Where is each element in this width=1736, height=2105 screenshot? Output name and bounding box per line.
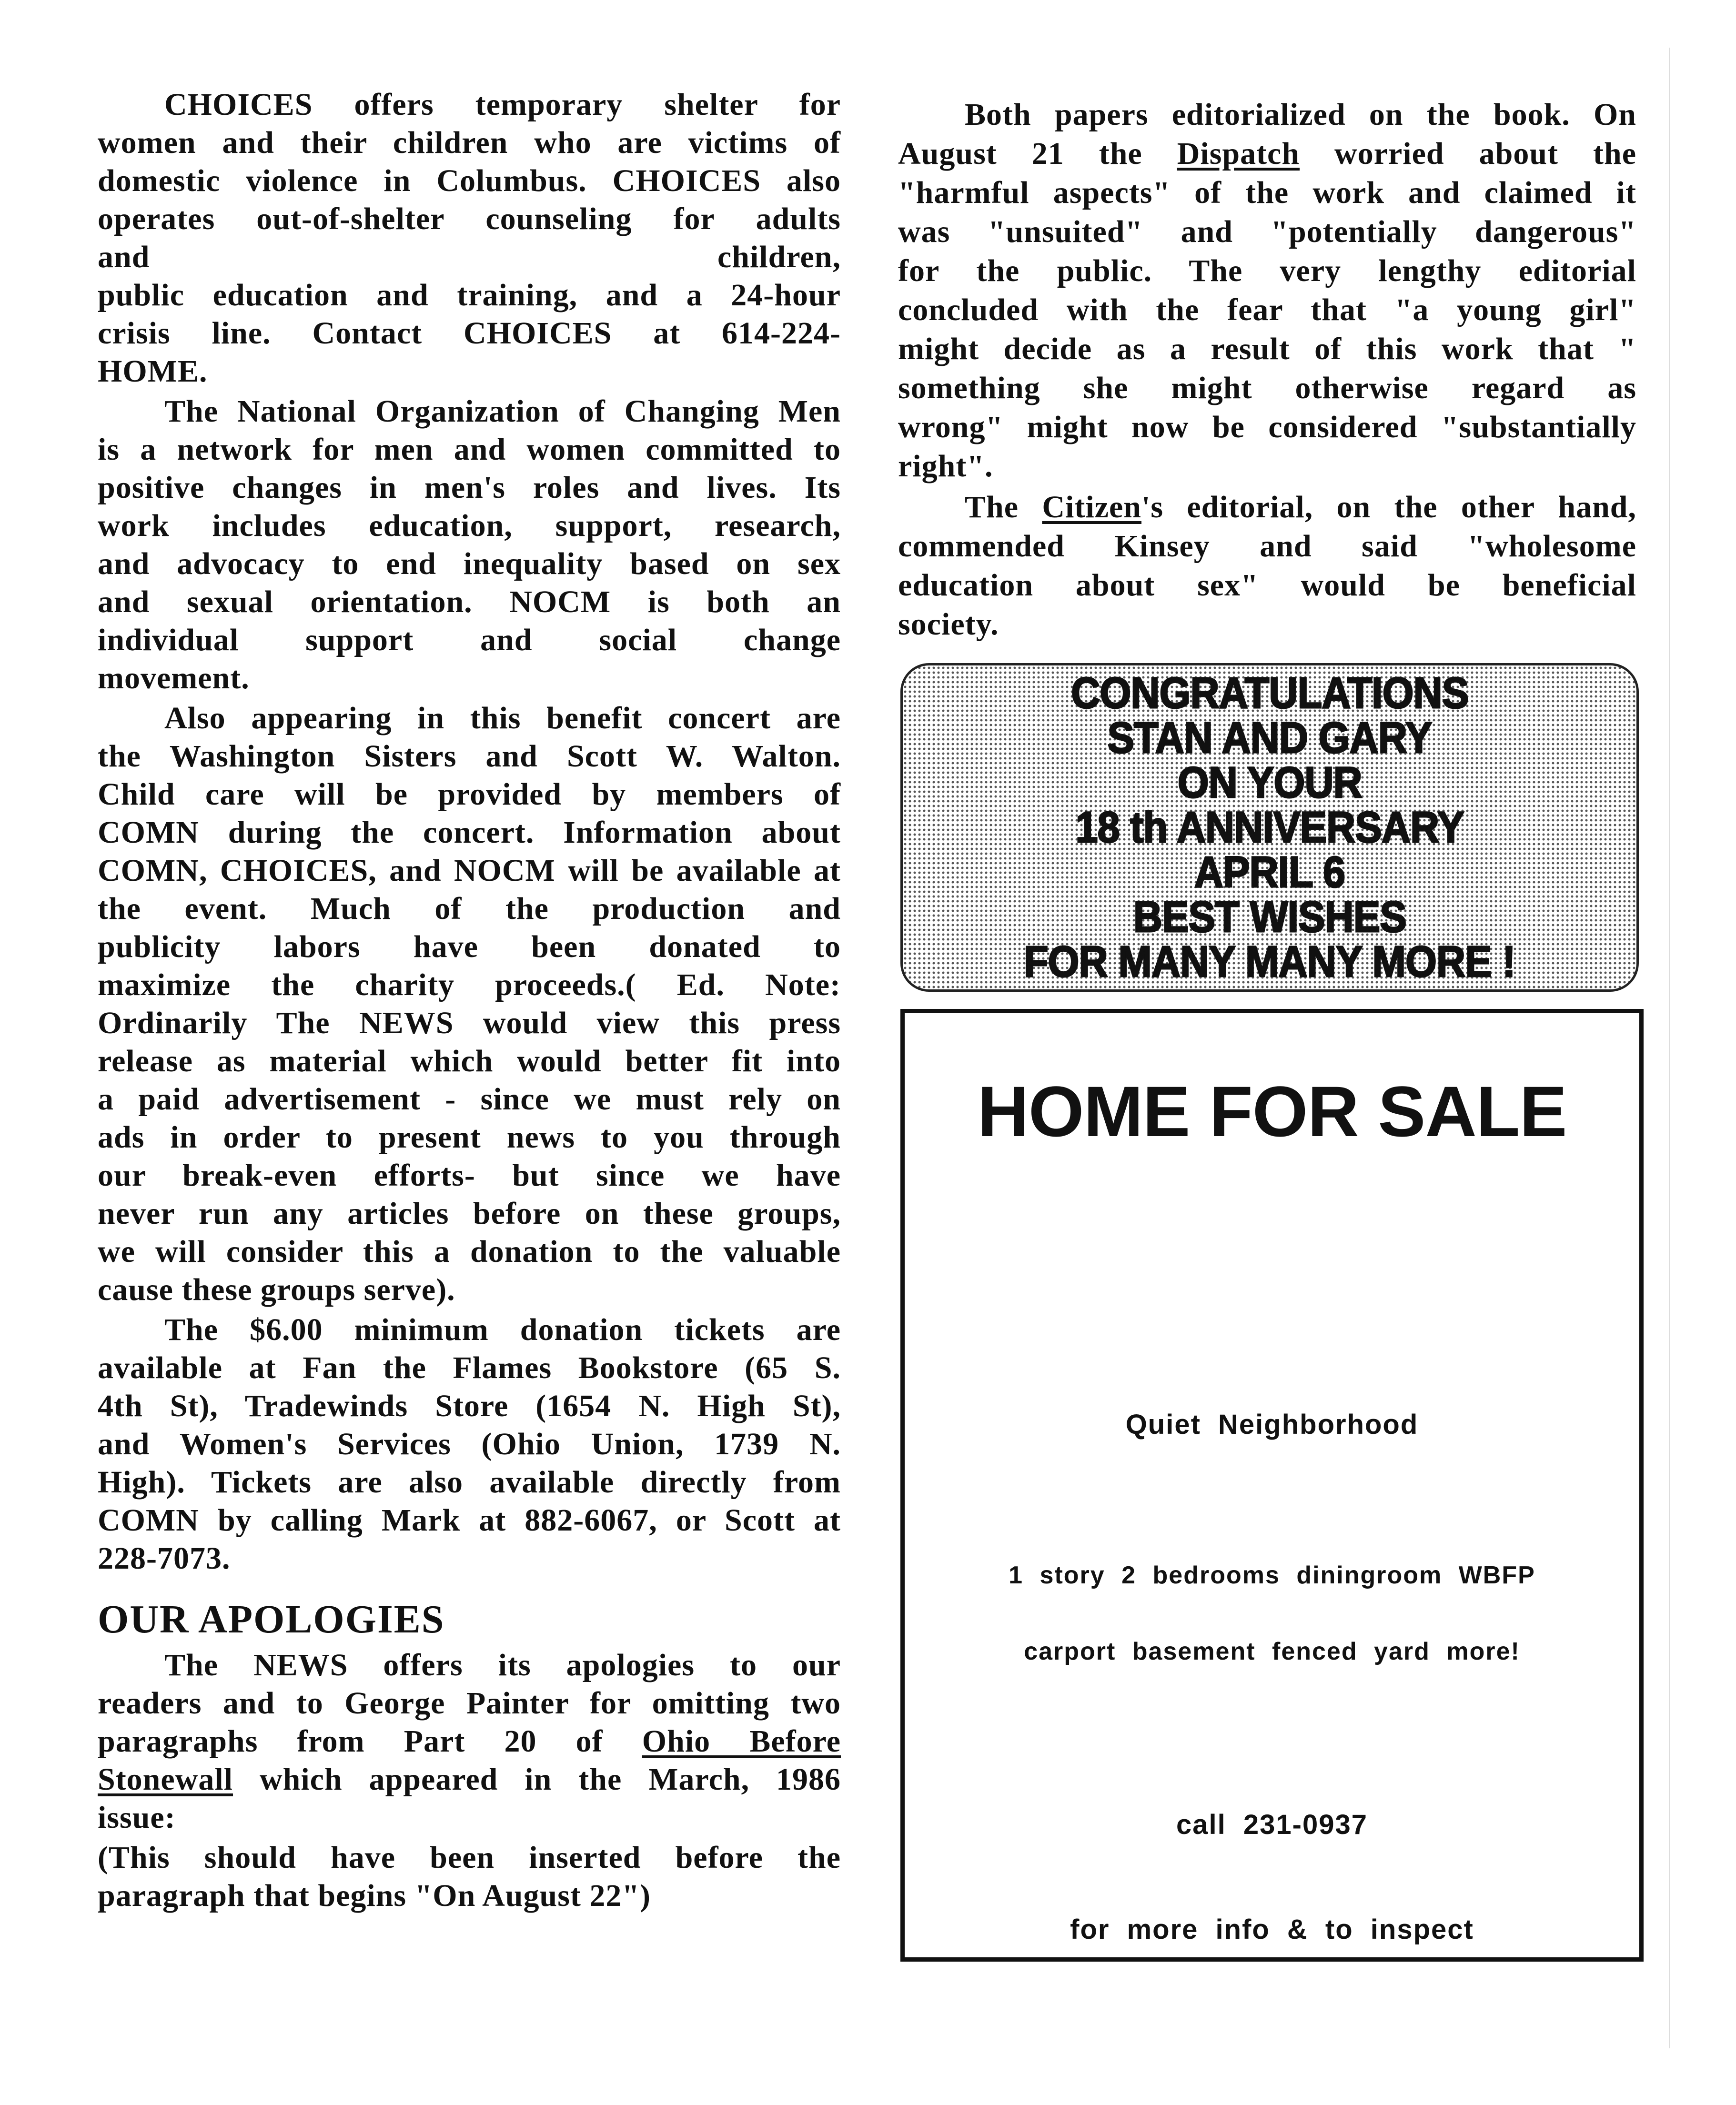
text-line: we will consider this a donation to the valuable: [98, 1234, 841, 1269]
text-line: never run any articles before on these groups,: [98, 1196, 841, 1231]
text-line: maximize the charity proceeds.( Ed. Note:: [98, 967, 841, 1002]
left-column: [98, 86, 841, 1917]
text-line: a paid advertisement - since we must rely on: [98, 1082, 841, 1117]
paragraph: [98, 1311, 841, 1578]
paragraph: [98, 699, 841, 1309]
sale-footer: for more info & to inspect: [1070, 1914, 1474, 1945]
text-line: operates out-of-shelter counseling for adults: [98, 201, 841, 236]
sale-features-2: carport basement fenced yard more!: [1024, 1638, 1520, 1665]
paragraph: [98, 1839, 841, 1915]
text-line: wrong" might now be considered "substantially: [898, 410, 1636, 444]
left-column-body: [98, 86, 841, 1578]
home-for-sale-ad: [900, 1009, 1644, 1962]
congrats-line: CONGRATULATIONS: [1070, 669, 1469, 717]
text-line: something she might otherwise regard as: [898, 371, 1636, 405]
text-line: CHOICES offers temporary shelter for: [164, 87, 841, 122]
paragraph: [898, 95, 1636, 486]
text-line: domestic violence in Columbus. CHOICES also: [98, 163, 841, 198]
text-line: individual support and social change: [98, 623, 841, 657]
text-line: The $6.00 minimum donation tickets are: [164, 1312, 841, 1347]
text-line: HOME.: [98, 354, 208, 389]
underlined-title: Citizen: [1042, 490, 1141, 524]
text-line: work includes education, support, research,: [98, 508, 841, 543]
text-segment: August 21 the: [898, 136, 1177, 171]
text-line: is a network for men and women committed to: [98, 432, 841, 467]
text-line: COMN, CHOICES, and NOCM will be available at: [98, 853, 841, 888]
text-line: society.: [898, 607, 999, 642]
text-segment: worried about the: [1300, 136, 1636, 171]
apologies-heading: OUR APOLOGIES: [98, 1597, 445, 1642]
text-line: COMN during the concert. Information about: [98, 815, 841, 850]
text-line: education about sex" would be beneficial: [898, 568, 1636, 603]
text-line: crisis line. Contact CHOICES at 614-224-: [98, 316, 841, 351]
text-line: High). Tickets are also available directly from: [98, 1465, 841, 1500]
congratulations-ad: [900, 663, 1639, 992]
text-line: (This should have been inserted before the: [98, 1840, 841, 1875]
text-line: issue:: [98, 1800, 176, 1835]
paragraph: [98, 1646, 841, 1837]
underlined-title: Dispatch: [1177, 136, 1300, 171]
text-line: Child care will be provided by members of: [98, 777, 841, 812]
text-line: and sexual orientation. NOCM is both an: [98, 584, 841, 619]
text-line: 4th St), Tradewinds Store (1654 N. High St),: [98, 1389, 841, 1423]
paragraph: [898, 488, 1636, 644]
congrats-line: FOR MANY MANY MORE !: [1024, 937, 1515, 986]
text-line: the event. Much of the production and: [98, 891, 841, 926]
text-line: public education and training, and a 24-hour: [98, 278, 841, 312]
congrats-line: STAN AND GARY: [1107, 714, 1432, 762]
text-line: our break-even efforts- but since we have: [98, 1158, 841, 1193]
congrats-line: APRIL 6: [1194, 848, 1345, 896]
text-line: [98, 1722, 841, 1761]
text-line: The National Organization of Changing Men: [164, 394, 841, 429]
text-line: publicity labors have been donated to: [98, 929, 841, 964]
text-line: and children,: [98, 240, 841, 274]
text-line: Also appearing in this benefit concert are: [164, 701, 841, 735]
text-line: women and their children who are victims of: [98, 125, 841, 160]
text-line: COMN by calling Mark at 882-6067, or Scott at: [98, 1503, 841, 1538]
underlined-title: Stonewall: [98, 1762, 233, 1797]
text-line: commended Kinsey and said "wholesome: [898, 529, 1636, 564]
underlined-title: Ohio Before: [642, 1724, 841, 1759]
text-line: [898, 134, 1636, 173]
text-line: 228-7073.: [98, 1541, 231, 1576]
text-segment: paragraphs from Part 20 of: [98, 1724, 642, 1759]
text-line: for the public. The very lengthy editorial: [898, 253, 1636, 288]
text-line: might decide as a result of this work that ": [898, 332, 1636, 366]
text-line: ads in order to present news to you through: [98, 1120, 841, 1155]
text-segment: which appeared in the March, 1986: [233, 1762, 841, 1797]
apologies-body: [98, 1646, 841, 1915]
sale-subtitle: Quiet Neighborhood: [1125, 1409, 1419, 1440]
text-line: right".: [898, 449, 993, 483]
right-column-body: [898, 95, 1636, 644]
text-line: Ordinarily The NEWS would view this press: [98, 1006, 841, 1040]
text-line: The NEWS offers its apologies to our: [164, 1648, 841, 1682]
paragraph: [98, 393, 841, 697]
text-line: release as material which would better fit into: [98, 1044, 841, 1078]
text-line: and Women's Services (Ohio Union, 1739 N.: [98, 1427, 841, 1461]
text-line: the Washington Sisters and Scott W. Walton.: [98, 739, 841, 774]
text-line: concluded with the fear that "a young girl": [898, 292, 1636, 327]
congrats-line: ON YOUR: [1177, 758, 1362, 807]
text-line: and advocacy to end inequality based on sex: [98, 546, 841, 581]
text-line: [98, 1761, 841, 1799]
text-line: positive changes in men's roles and lives. Its: [98, 470, 841, 505]
scan-edge-line: [1669, 48, 1670, 2048]
congrats-line: BEST WISHES: [1133, 893, 1406, 941]
text-line: [898, 488, 1636, 527]
paragraph: [98, 86, 841, 391]
right-column: [898, 95, 1636, 646]
text-line: was "unsuited" and "potentially dangerous": [898, 214, 1636, 249]
text-segment: 's editorial, on the other hand,: [1141, 490, 1636, 524]
text-segment: The: [965, 490, 1042, 524]
text-line: readers and to George Painter for omitting two: [98, 1686, 841, 1721]
text-line: movement.: [98, 661, 250, 695]
sale-features-1: 1 story 2 bedrooms diningroom WBFP: [1009, 1561, 1535, 1589]
sale-title: HOME FOR SALE: [977, 1071, 1567, 1151]
congrats-line: 18 th ANNIVERSARY: [1075, 803, 1464, 852]
text-line: paragraph that begins "On August 22"): [98, 1878, 651, 1913]
text-line: available at Fan the Flames Bookstore (65 S.: [98, 1350, 841, 1385]
text-line: Both papers editorialized on the book. On: [965, 97, 1636, 132]
text-line: cause these groups serve).: [98, 1272, 455, 1307]
text-line: "harmful aspects" of the work and claimed it: [898, 175, 1636, 210]
sale-phone: call 231-0937: [1176, 1809, 1368, 1840]
